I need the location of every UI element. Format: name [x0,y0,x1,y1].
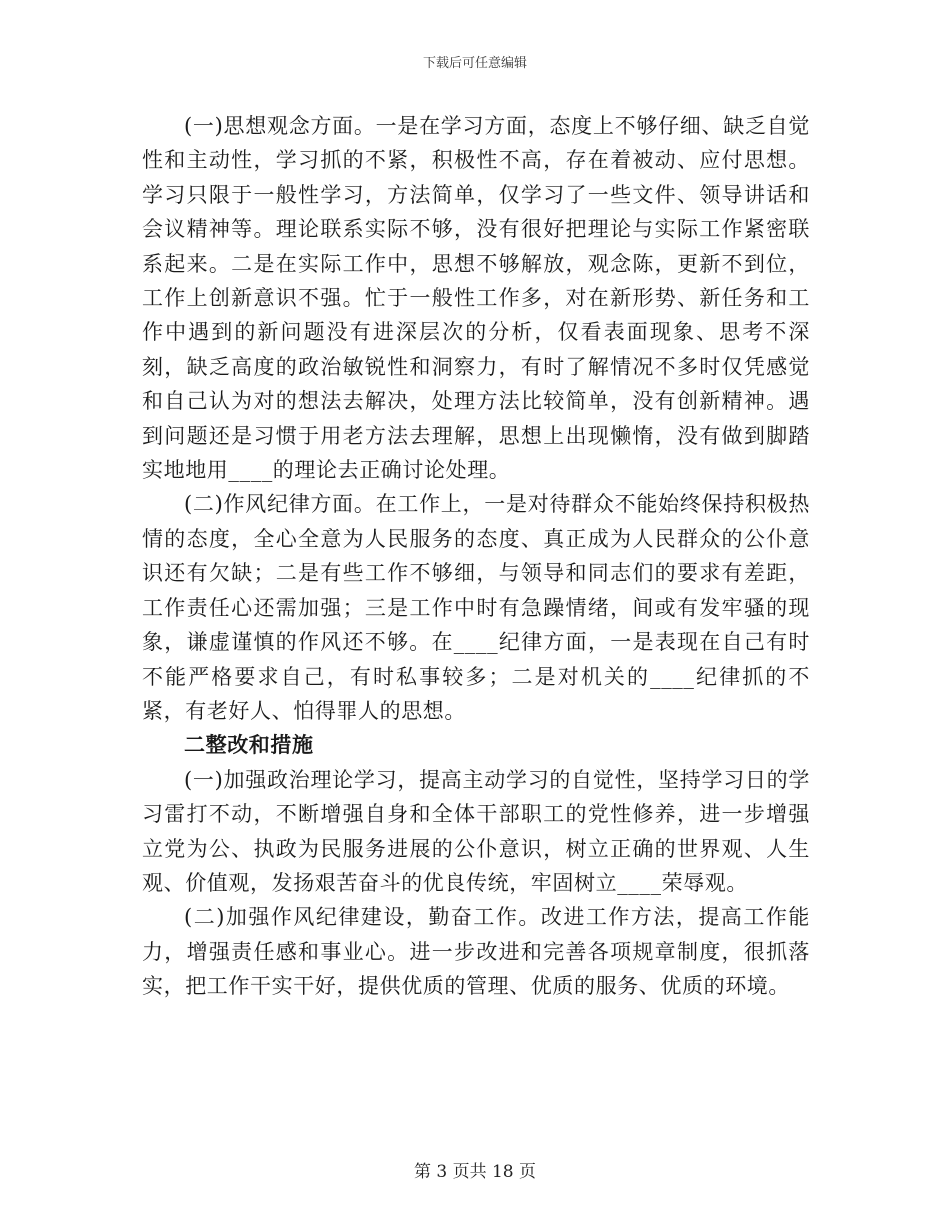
paragraph-discipline: (二)作风纪律方面。在工作上，一是对待群众不能始终保持积极热情的态度，全心全意为人民服务的态度、真正成为人民群众的公仆意识还有欠缺；二是有些工作不够细，与领导和同志们的要求有差距，工作责任心还需加强；三是工作中时有急躁情绪，间或有发牢骚的现象，谦虚谨慎的作风还不够。在____纪律方面，一是表现在自己有时不能严格要求自己，有时私事较多；二是对机关的____纪律抓的不紧，有老好人、怕得罪人的思想。 [142,492,810,723]
paragraph-style-measure: (二)加强作风纪律建设，勤奋工作。改进工作方法，提高工作能力，增强责任感和事业心。进一步改进和完善各项规章制度，很抓落实，把工作干实干好，提供优质的管理、优质的服务、优质的环境。 [142,905,810,999]
page-number: 第 3 页共 18 页 [413,1162,537,1182]
section-title: 二整改和措施 [184,732,314,758]
page-header: 下载后可任意编辑 [422,56,527,71]
document-body [142,109,810,1004]
paragraph-study-measure: (一)加强政治理论学习，提高主动学习的自觉性，坚持学习日的学习雷打不动，不断增强自身和全体干部职工的党性修养，进一步增强立党为公、执政为民服务进展的公仆意识，树立正确的世界观、人生观、价值观，发扬艰苦奋斗的优良传统，牢固树立____荣辱观。 [142,767,810,895]
paragraph-thinking: (一)思想观念方面。一是在学习方面，态度上不够仔细、缺乏自觉性和主动性，学习抓的不紧，积极性不高，存在着被动、应付思想。学习只限于一般性学习，方法简单，仅学习了一些文件、领导讲话和会议精神等。理论联系实际不够，没有很好把理论与实际工作紧密联系起来。二是在实际工作中，思想不够解放，观念陈，更新不到位，工作上创新意识不强。忙于一般性工作多，对在新形势、新任务和工作中遇到的新问题没有进深层次的分析，仅看表面现象、思考不深刻，缺乏高度的政治敏锐性和洞察力，有时了解情况不多时仅凭感觉和自己认为对的想法去解决，处理方法比较简单，没有创新精神。遇到问题还是习惯于用老方法去理解，思想上出现懒惰，没有做到脚踏实地地用____的理论去正确讨论处理。 [142,114,810,483]
